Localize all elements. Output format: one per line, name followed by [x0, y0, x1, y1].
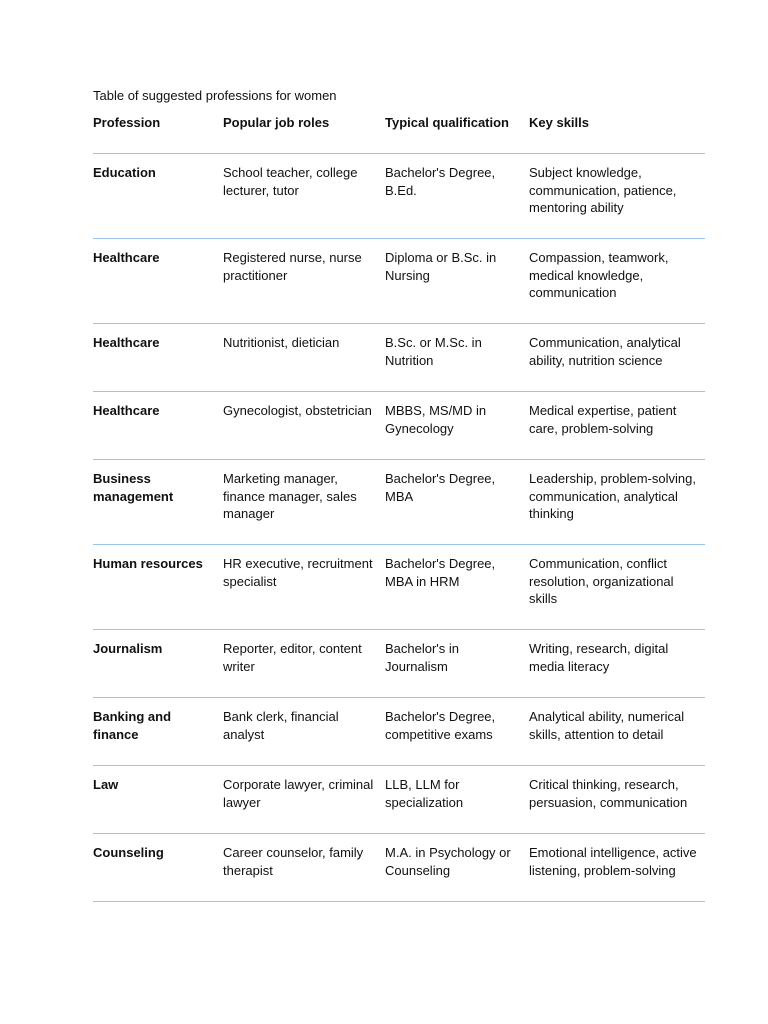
- header-qualification: Typical qualification: [385, 114, 529, 154]
- header-row: [93, 114, 705, 154]
- cell-qualification: MBBS, MS/MD in Gynecology: [385, 392, 529, 460]
- cell-key-skills: Writing, research, digital media literacy: [529, 630, 705, 698]
- cell-qualification: M.A. in Psychology or Counseling: [385, 834, 529, 902]
- cell-profession: Human resources: [93, 545, 223, 630]
- header-key-skills: Key skills: [529, 114, 705, 154]
- cell-key-skills: Leadership, problem-solving, communication, analytical thinking: [529, 460, 705, 545]
- professions-table: [93, 114, 705, 902]
- cell-profession: Education: [93, 154, 223, 239]
- table-row: [93, 630, 705, 698]
- cell-qualification: B.Sc. or M.Sc. in Nutrition: [385, 324, 529, 392]
- header-job-roles: Popular job roles: [223, 114, 385, 154]
- table-row: [93, 324, 705, 392]
- cell-qualification: Bachelor's Degree, B.Ed.: [385, 154, 529, 239]
- cell-key-skills: Communication, conflict resolution, organizational skills: [529, 545, 705, 630]
- table-row: [93, 545, 705, 630]
- cell-profession: Banking and finance: [93, 698, 223, 766]
- cell-job-roles: Registered nurse, nurse practitioner: [223, 239, 385, 324]
- cell-key-skills: Critical thinking, research, persuasion, communication: [529, 766, 705, 834]
- table-header: [93, 114, 705, 154]
- cell-key-skills: Emotional intelligence, active listening, problem-solving: [529, 834, 705, 902]
- cell-qualification: Bachelor's Degree, competitive exams: [385, 698, 529, 766]
- table-body: [93, 154, 705, 902]
- cell-profession: Healthcare: [93, 324, 223, 392]
- cell-job-roles: Career counselor, family therapist: [223, 834, 385, 902]
- table-caption: Table of suggested professions for women: [93, 88, 337, 103]
- header-profession: Profession: [93, 114, 223, 154]
- cell-key-skills: Analytical ability, numerical skills, attention to detail: [529, 698, 705, 766]
- cell-key-skills: Compassion, teamwork, medical knowledge, communication: [529, 239, 705, 324]
- cell-profession: Healthcare: [93, 392, 223, 460]
- cell-profession: Journalism: [93, 630, 223, 698]
- cell-job-roles: Nutritionist, dietician: [223, 324, 385, 392]
- table-row: [93, 392, 705, 460]
- cell-key-skills: Medical expertise, patient care, problem-solving: [529, 392, 705, 460]
- cell-qualification: LLB, LLM for specialization: [385, 766, 529, 834]
- cell-key-skills: Communication, analytical ability, nutrition science: [529, 324, 705, 392]
- cell-profession: Law: [93, 766, 223, 834]
- cell-profession: Business management: [93, 460, 223, 545]
- table-row: [93, 766, 705, 834]
- cell-key-skills: Subject knowledge, communication, patience, mentoring ability: [529, 154, 705, 239]
- table-row: [93, 154, 705, 239]
- cell-qualification: Diploma or B.Sc. in Nursing: [385, 239, 529, 324]
- table-row: [93, 698, 705, 766]
- table-row: [93, 834, 705, 902]
- cell-profession: Healthcare: [93, 239, 223, 324]
- cell-job-roles: Bank clerk, financial analyst: [223, 698, 385, 766]
- cell-qualification: Bachelor's Degree, MBA in HRM: [385, 545, 529, 630]
- cell-job-roles: School teacher, college lecturer, tutor: [223, 154, 385, 239]
- cell-job-roles: Gynecologist, obstetrician: [223, 392, 385, 460]
- cell-job-roles: Reporter, editor, content writer: [223, 630, 385, 698]
- cell-qualification: Bachelor's in Journalism: [385, 630, 529, 698]
- table-row: [93, 239, 705, 324]
- cell-qualification: Bachelor's Degree, MBA: [385, 460, 529, 545]
- cell-job-roles: Corporate lawyer, criminal lawyer: [223, 766, 385, 834]
- cell-profession: Counseling: [93, 834, 223, 902]
- cell-job-roles: Marketing manager, finance manager, sales manager: [223, 460, 385, 545]
- cell-job-roles: HR executive, recruitment specialist: [223, 545, 385, 630]
- table-row: [93, 460, 705, 545]
